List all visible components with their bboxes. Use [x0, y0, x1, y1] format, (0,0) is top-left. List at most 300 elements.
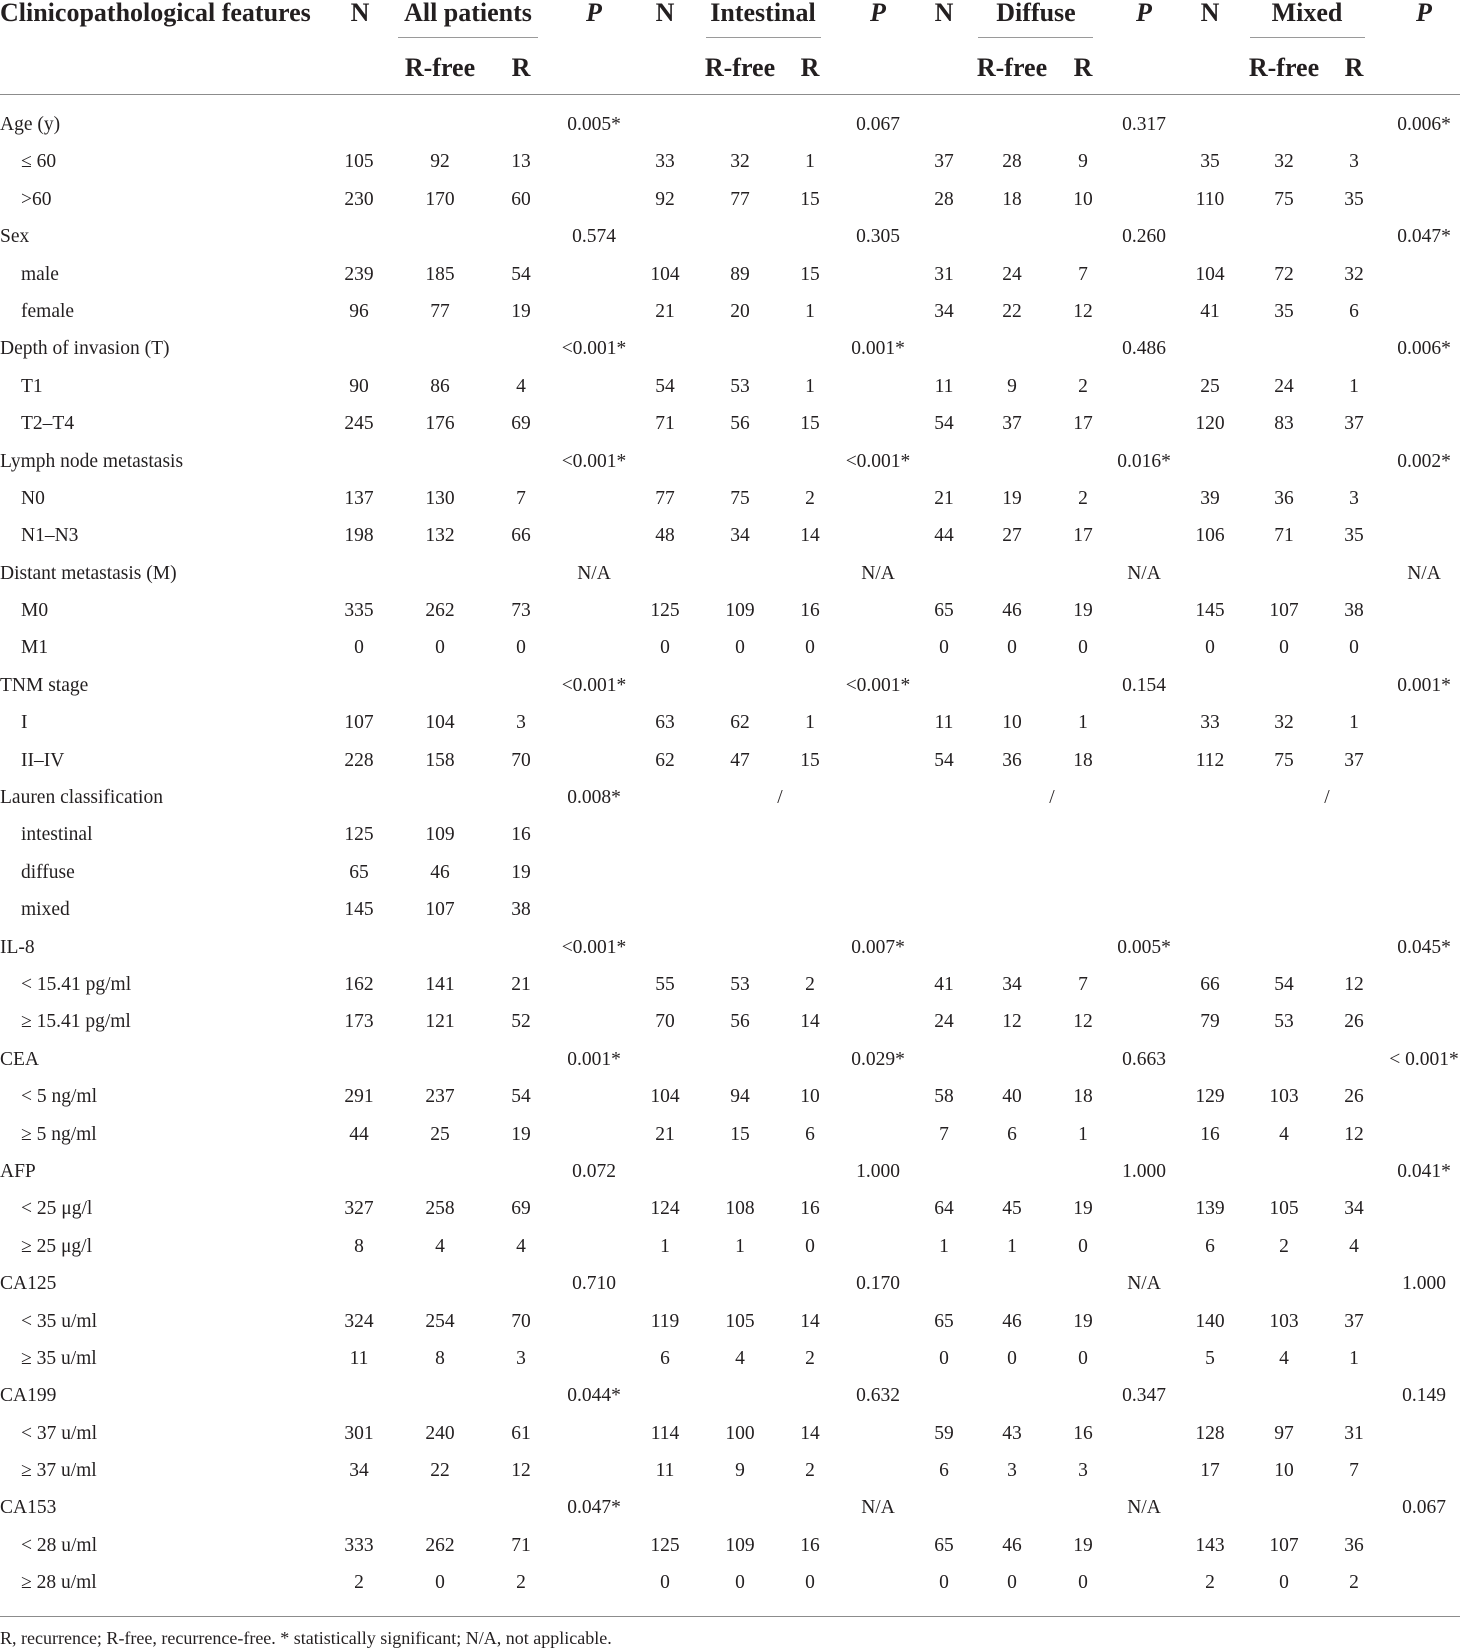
cell-intestinal-p-value: 0.305: [856, 226, 900, 248]
header-underline-all: [398, 37, 538, 38]
cell-all-r: 0: [516, 637, 526, 659]
cell-intestinal-rfree: 20: [730, 300, 750, 322]
cell-intestinal-r: 2: [805, 973, 815, 995]
cell-intestinal-n: 33: [655, 151, 675, 173]
cell-all-rfree: 86: [430, 375, 450, 397]
cell-intestinal-r: 15: [800, 188, 820, 210]
row-label: M1: [21, 637, 49, 659]
row-label: Depth of invasion (T): [0, 338, 170, 360]
row-label: ≥ 5 ng/ml: [21, 1123, 97, 1145]
cell-intestinal-n: 70: [655, 1011, 675, 1033]
cell-mixed-n: 139: [1195, 1198, 1225, 1220]
cell-all-rfree: 262: [425, 600, 455, 622]
row-label: diffuse: [21, 861, 75, 883]
table-row: [0, 1116, 1460, 1153]
header-r-diffuse: R: [1073, 53, 1093, 82]
cell-diffuse-r: 7: [1078, 973, 1088, 995]
cell-all-r: 21: [511, 973, 531, 995]
cell-intestinal-r: 14: [800, 525, 820, 547]
header-p-all: P: [586, 0, 602, 27]
cell-mixed-rfree: 105: [1269, 1198, 1299, 1220]
cell-intestinal-r: 1: [805, 151, 815, 173]
cell-diffuse-not-applicable: /: [1049, 787, 1055, 809]
cell-mixed-n: 143: [1195, 1534, 1225, 1556]
cell-all-rfree: 104: [425, 712, 455, 734]
cell-all-r: 66: [511, 525, 531, 547]
cell-all-p-value: 0.574: [572, 226, 616, 248]
cell-diffuse-rfree: 1: [1007, 1235, 1017, 1257]
header-bottom-rule: [0, 94, 1460, 95]
cell-mixed-rfree: 54: [1274, 973, 1294, 995]
row-label: TNM stage: [0, 674, 89, 696]
cell-all-n: 162: [344, 973, 374, 995]
cell-mixed-r: 31: [1344, 1422, 1364, 1444]
cell-intestinal-n: 104: [650, 1086, 680, 1108]
cell-diffuse-n: 41: [934, 973, 954, 995]
cell-all-n: 11: [349, 1347, 369, 1369]
cell-mixed-n: 104: [1195, 263, 1225, 285]
cell-diffuse-rfree: 0: [1007, 1347, 1017, 1369]
row-label: ≥ 35 u/ml: [21, 1347, 97, 1369]
cell-mixed-n: 110: [1195, 188, 1225, 210]
cell-all-rfree: 4: [435, 1235, 445, 1257]
cell-mixed-rfree: 53: [1274, 1011, 1294, 1033]
cell-intestinal-rfree: 56: [730, 1011, 750, 1033]
cell-diffuse-rfree: 46: [1002, 1534, 1022, 1556]
row-label: Lauren classification: [0, 787, 163, 809]
cell-all-rfree: 46: [430, 861, 450, 883]
cell-all-r: 19: [511, 861, 531, 883]
cell-mixed-n: 17: [1200, 1460, 1220, 1482]
cell-diffuse-rfree: 45: [1002, 1198, 1022, 1220]
cell-all-n: 239: [344, 263, 374, 285]
table-row: [0, 1564, 1460, 1601]
cell-mixed-n: 106: [1195, 525, 1225, 547]
cell-intestinal-p-value: <0.001*: [845, 450, 911, 472]
cell-diffuse-r: 19: [1073, 600, 1093, 622]
cell-diffuse-r: 0: [1078, 1235, 1088, 1257]
table-header: [0, 0, 1460, 94]
cell-diffuse-r: 2: [1078, 487, 1088, 509]
cell-all-rfree: 240: [425, 1422, 455, 1444]
cell-intestinal-r: 0: [805, 637, 815, 659]
cell-intestinal-n: 71: [655, 413, 675, 435]
cell-all-n: 44: [349, 1123, 369, 1145]
cell-diffuse-rfree: 18: [1002, 188, 1022, 210]
cell-all-r: 4: [516, 1235, 526, 1257]
cell-diffuse-r: 2: [1078, 375, 1088, 397]
row-label: female: [21, 300, 75, 322]
row-label: < 15.41 pg/ml: [21, 973, 132, 995]
cell-all-n: 335: [344, 600, 374, 622]
cell-mixed-r: 7: [1349, 1460, 1359, 1482]
cell-all-n: 333: [344, 1534, 374, 1556]
table-row: [0, 966, 1460, 1003]
table-row: [0, 368, 1460, 405]
cell-all-rfree: 158: [425, 749, 455, 771]
cell-mixed-r: 26: [1344, 1086, 1364, 1108]
header-rfree-all: R-free: [404, 53, 476, 82]
cell-all-p-value: 0.047*: [567, 1497, 621, 1519]
row-label: Lymph node metastasis: [0, 450, 184, 472]
header-underline-mixed: [1250, 37, 1365, 38]
cell-mixed-n: 2: [1205, 1572, 1215, 1594]
cell-diffuse-rfree: 12: [1002, 1011, 1022, 1033]
cell-intestinal-r: 10: [800, 1086, 820, 1108]
cell-all-r: 7: [516, 487, 526, 509]
cell-all-p-value: <0.001*: [561, 674, 627, 696]
header-p-diffuse: P: [1136, 0, 1152, 27]
cell-all-rfree: 176: [425, 413, 455, 435]
cell-intestinal-r: 16: [800, 600, 820, 622]
table-section-row: [0, 779, 1460, 816]
row-label: AFP: [0, 1160, 36, 1182]
row-label: Sex: [0, 226, 30, 248]
cell-diffuse-rfree: 34: [1002, 973, 1022, 995]
cell-intestinal-p-value: 1.000: [856, 1160, 900, 1182]
cell-diffuse-p-value: 0.260: [1122, 226, 1166, 248]
cell-intestinal-rfree: 105: [725, 1310, 755, 1332]
cell-diffuse-r: 19: [1073, 1534, 1093, 1556]
cell-mixed-p-value: 0.041*: [1397, 1160, 1451, 1182]
cell-intestinal-r: 15: [800, 263, 820, 285]
cell-intestinal-rfree: 53: [730, 375, 750, 397]
cell-intestinal-n: 114: [650, 1422, 680, 1444]
cell-mixed-n: 39: [1200, 487, 1220, 509]
cell-diffuse-r: 12: [1073, 1011, 1093, 1033]
cell-intestinal-n: 125: [650, 1534, 680, 1556]
cell-mixed-n: 140: [1195, 1310, 1225, 1332]
cell-mixed-rfree: 4: [1279, 1347, 1289, 1369]
cell-intestinal-rfree: 32: [730, 151, 750, 173]
cell-mixed-n: 25: [1200, 375, 1220, 397]
header-underline-intestinal: [706, 37, 821, 38]
cell-mixed-rfree: 35: [1274, 300, 1294, 322]
cell-intestinal-rfree: 4: [735, 1347, 745, 1369]
cell-all-p-value: <0.001*: [561, 936, 627, 958]
cell-intestinal-n: 55: [655, 973, 675, 995]
cell-diffuse-rfree: 0: [1007, 1572, 1017, 1594]
cell-mixed-rfree: 97: [1274, 1422, 1294, 1444]
cell-mixed-n: 5: [1205, 1347, 1215, 1369]
row-label: CEA: [0, 1048, 39, 1070]
cell-mixed-n: 0: [1205, 637, 1215, 659]
cell-mixed-n: 129: [1195, 1086, 1225, 1108]
header-group-intestinal: Intestinal: [710, 0, 816, 27]
cell-mixed-r: 36: [1344, 1534, 1364, 1556]
cell-diffuse-r: 0: [1078, 637, 1088, 659]
cell-intestinal-r: 14: [800, 1310, 820, 1332]
cell-diffuse-r: 17: [1073, 525, 1093, 547]
cell-mixed-n: 128: [1195, 1422, 1225, 1444]
cell-all-rfree: 185: [425, 263, 455, 285]
cell-diffuse-n: 65: [934, 1534, 954, 1556]
row-label: N1–N3: [21, 525, 79, 547]
cell-intestinal-n: 54: [655, 375, 675, 397]
cell-intestinal-n: 104: [650, 263, 680, 285]
cell-diffuse-r: 19: [1073, 1198, 1093, 1220]
cell-all-r: 69: [511, 413, 531, 435]
cell-mixed-rfree: 107: [1269, 600, 1299, 622]
cell-all-rfree: 258: [425, 1198, 455, 1220]
cell-all-rfree: 254: [425, 1310, 455, 1332]
row-label: mixed: [21, 899, 70, 921]
cell-intestinal-rfree: 34: [730, 525, 750, 547]
cell-intestinal-r: 2: [805, 1347, 815, 1369]
cell-mixed-r: 12: [1344, 973, 1364, 995]
table-row: [0, 517, 1460, 554]
cell-mixed-rfree: 32: [1274, 151, 1294, 173]
table-row: [0, 1003, 1460, 1040]
cell-all-p-value: 0.072: [572, 1160, 616, 1182]
cell-intestinal-n: 63: [655, 712, 675, 734]
cell-mixed-n: 145: [1195, 600, 1225, 622]
cell-intestinal-p-value: 0.067: [856, 114, 900, 135]
table-row: [0, 293, 1460, 330]
table-section-row: [0, 1489, 1460, 1526]
cell-all-rfree: 109: [425, 824, 455, 846]
cell-all-r: 38: [511, 899, 531, 921]
cell-mixed-r: 3: [1349, 151, 1359, 173]
cell-mixed-r: 26: [1344, 1011, 1364, 1033]
table-section-row: [0, 555, 1460, 592]
cell-mixed-p-value: 0.006*: [1397, 338, 1451, 360]
cell-intestinal-rfree: 9: [735, 1460, 745, 1482]
header-rfree-mixed: R-free: [1248, 53, 1320, 82]
cell-diffuse-p-value: N/A: [1127, 562, 1161, 584]
cell-intestinal-n: 21: [655, 300, 675, 322]
cell-intestinal-p-value: 0.632: [856, 1385, 900, 1407]
cell-intestinal-r: 2: [805, 1460, 815, 1482]
cell-intestinal-r: 1: [805, 712, 815, 734]
cell-all-r: 69: [511, 1198, 531, 1220]
header-r-intestinal: R: [800, 53, 820, 82]
row-label: < 35 u/ml: [21, 1310, 98, 1332]
row-label: < 37 u/ml: [21, 1422, 98, 1444]
header-p-mixed: P: [1416, 0, 1432, 27]
cell-diffuse-n: 65: [934, 600, 954, 622]
cell-mixed-n: 79: [1200, 1011, 1220, 1033]
cell-mixed-r: 32: [1344, 263, 1364, 285]
cell-all-p-value: 0.001*: [567, 1048, 621, 1070]
table-row: [0, 742, 1460, 779]
row-label: CA153: [0, 1497, 57, 1519]
cell-intestinal-n: 119: [650, 1310, 680, 1332]
cell-diffuse-p-value: 0.154: [1122, 674, 1166, 696]
cell-all-r: 4: [516, 375, 526, 397]
cell-diffuse-n: 37: [934, 151, 954, 173]
cell-intestinal-r: 16: [800, 1198, 820, 1220]
cell-diffuse-r: 18: [1073, 1086, 1093, 1108]
cell-diffuse-rfree: 22: [1002, 300, 1022, 322]
cell-all-p-value: 0.008*: [567, 787, 621, 809]
cell-all-p-value: <0.001*: [561, 450, 627, 472]
cell-diffuse-p-value: 0.317: [1122, 114, 1166, 135]
cell-all-r: 61: [511, 1422, 531, 1444]
cell-diffuse-n: 1: [939, 1235, 949, 1257]
cell-intestinal-r: 0: [805, 1235, 815, 1257]
cell-diffuse-rfree: 0: [1007, 637, 1017, 659]
row-label: Distant metastasis (M): [0, 562, 177, 584]
cell-diffuse-r: 19: [1073, 1310, 1093, 1332]
cell-intestinal-r: 14: [800, 1422, 820, 1444]
cell-mixed-rfree: 32: [1274, 712, 1294, 734]
header-n-all: N: [350, 0, 370, 27]
cell-intestinal-n: 124: [650, 1198, 680, 1220]
cell-all-n: 96: [349, 300, 369, 322]
cell-diffuse-n: 6: [939, 1460, 949, 1482]
header-n-diffuse: N: [934, 0, 954, 27]
cell-all-rfree: 0: [435, 637, 445, 659]
header-group-diffuse: Diffuse: [996, 0, 1076, 27]
cell-diffuse-p-value: N/A: [1127, 1273, 1161, 1295]
table-section-row: [0, 667, 1460, 704]
row-label: T1: [21, 375, 43, 397]
cell-mixed-rfree: 107: [1269, 1534, 1299, 1556]
cell-diffuse-rfree: 9: [1007, 375, 1017, 397]
cell-all-n: 327: [344, 1198, 374, 1220]
cell-all-r: 16: [511, 824, 531, 846]
cell-intestinal-n: 0: [660, 1572, 670, 1594]
cell-intestinal-r: 1: [805, 300, 815, 322]
cell-mixed-r: 1: [1349, 712, 1359, 734]
cell-diffuse-n: 54: [934, 413, 954, 435]
cell-mixed-rfree: 72: [1274, 263, 1294, 285]
cell-all-rfree: 107: [425, 899, 455, 921]
cell-all-n: 324: [344, 1310, 374, 1332]
table-section-row: [0, 1041, 1460, 1078]
cell-intestinal-n: 92: [655, 188, 675, 210]
cell-all-p-value: 0.710: [572, 1273, 616, 1295]
cell-diffuse-n: 28: [934, 188, 954, 210]
cell-diffuse-p-value: N/A: [1127, 1497, 1161, 1519]
cell-diffuse-r: 16: [1073, 1422, 1093, 1444]
cell-intestinal-p-value: 0.001*: [851, 338, 905, 360]
cell-diffuse-r: 1: [1078, 1123, 1088, 1145]
cell-all-n: 34: [349, 1460, 369, 1482]
cell-all-n: 291: [344, 1086, 374, 1108]
table-row: [0, 704, 1460, 741]
cell-intestinal-r: 1: [805, 375, 815, 397]
table-row: [0, 816, 1460, 853]
cell-mixed-p-value: 0.002*: [1397, 450, 1451, 472]
row-label: < 28 u/ml: [21, 1534, 98, 1556]
cell-diffuse-r: 10: [1073, 188, 1093, 210]
cell-mixed-p-value: 0.149: [1402, 1385, 1446, 1407]
cell-mixed-rfree: 103: [1269, 1310, 1299, 1332]
cell-mixed-r: 6: [1349, 300, 1359, 322]
cell-diffuse-n: 0: [939, 1347, 949, 1369]
table-section-row: [0, 443, 1460, 480]
table-section-row: [0, 106, 1460, 143]
row-label: >60: [21, 188, 52, 210]
table-row: [0, 1078, 1460, 1115]
cell-all-r: 54: [511, 263, 531, 285]
cell-all-p-value: 0.044*: [567, 1385, 621, 1407]
cell-intestinal-r: 14: [800, 1011, 820, 1033]
cell-all-rfree: 170: [425, 188, 455, 210]
cell-diffuse-n: 31: [934, 263, 954, 285]
cell-mixed-r: 1: [1349, 375, 1359, 397]
cell-diffuse-rfree: 46: [1002, 600, 1022, 622]
table-row: [0, 480, 1460, 517]
table-row: [0, 256, 1460, 293]
table-row: [0, 1228, 1460, 1265]
row-label: IL-8: [0, 936, 35, 958]
cell-all-r: 3: [516, 1347, 526, 1369]
cell-mixed-rfree: 24: [1274, 375, 1294, 397]
cell-diffuse-r: 12: [1073, 300, 1093, 322]
cell-diffuse-r: 0: [1078, 1572, 1088, 1594]
cell-mixed-p-value: N/A: [1407, 562, 1441, 584]
cell-intestinal-rfree: 53: [730, 973, 750, 995]
cell-intestinal-p-value: <0.001*: [845, 674, 911, 696]
cell-mixed-p-value: 0.001*: [1397, 674, 1451, 696]
cell-mixed-r: 3: [1349, 487, 1359, 509]
table-row: [0, 143, 1460, 180]
cell-all-r: 2: [516, 1572, 526, 1594]
header-n-intestinal: N: [655, 0, 675, 27]
table-row: [0, 405, 1460, 442]
row-label: < 25 μg/l: [21, 1198, 93, 1220]
cell-diffuse-p-value: 1.000: [1122, 1160, 1166, 1182]
cell-diffuse-rfree: 28: [1002, 151, 1022, 173]
cell-intestinal-p-value: 0.007*: [851, 936, 905, 958]
cell-diffuse-r: 17: [1073, 413, 1093, 435]
cell-all-p-value: <0.001*: [561, 338, 627, 360]
table-row: [0, 1340, 1460, 1377]
header-group-mixed: Mixed: [1271, 0, 1343, 27]
cell-intestinal-r: 15: [800, 413, 820, 435]
row-label: I: [21, 712, 28, 734]
cell-mixed-p-value: 0.047*: [1397, 226, 1451, 248]
table-row: [0, 181, 1460, 218]
row-label: CA125: [0, 1273, 57, 1295]
cell-diffuse-rfree: 37: [1002, 413, 1022, 435]
cell-all-n: 0: [354, 637, 364, 659]
header-rfree-diffuse: R-free: [976, 53, 1048, 82]
cell-diffuse-rfree: 24: [1002, 263, 1022, 285]
table-section-row: [0, 929, 1460, 966]
cell-diffuse-r: 9: [1078, 151, 1088, 173]
cell-diffuse-r: 1: [1078, 712, 1088, 734]
cell-diffuse-p-value: 0.347: [1122, 1385, 1166, 1407]
cell-mixed-n: 6: [1205, 1235, 1215, 1257]
cell-mixed-r: 37: [1344, 413, 1364, 435]
cell-intestinal-n: 62: [655, 749, 675, 771]
cell-diffuse-p-value: 0.663: [1122, 1048, 1166, 1070]
cell-mixed-n: 16: [1200, 1123, 1220, 1145]
cell-mixed-n: 66: [1200, 973, 1220, 995]
cell-all-p-value: 0.005*: [567, 114, 621, 135]
row-label: ≥ 15.41 pg/ml: [21, 1011, 131, 1033]
cell-mixed-rfree: 2: [1279, 1235, 1289, 1257]
cell-diffuse-r: 3: [1078, 1460, 1088, 1482]
row-label: male: [21, 263, 59, 285]
cell-all-r: 60: [511, 188, 531, 210]
cell-intestinal-rfree: 100: [725, 1422, 755, 1444]
cell-all-rfree: 132: [425, 525, 455, 547]
cell-all-n: 245: [344, 413, 374, 435]
cell-diffuse-rfree: 46: [1002, 1310, 1022, 1332]
cell-all-n: 65: [349, 861, 369, 883]
cell-all-n: 107: [344, 712, 374, 734]
cell-mixed-r: 2: [1349, 1572, 1359, 1594]
cell-intestinal-rfree: 1: [735, 1235, 745, 1257]
cell-intestinal-r: 0: [805, 1572, 815, 1594]
cell-mixed-n: 41: [1200, 300, 1220, 322]
table-section-row: [0, 218, 1460, 255]
